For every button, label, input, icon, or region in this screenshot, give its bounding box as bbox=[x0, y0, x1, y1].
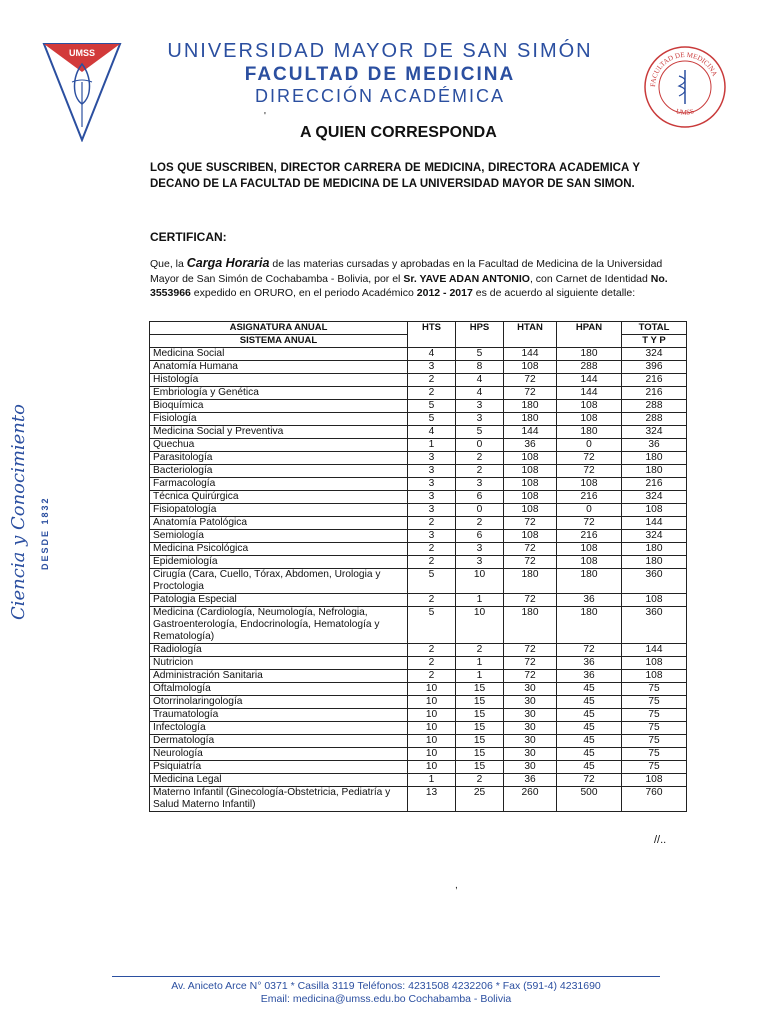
htan-cell: 260 bbox=[504, 787, 557, 812]
document-title: A QUIEN CORRESPONDA bbox=[300, 124, 497, 141]
table-row bbox=[150, 556, 687, 569]
total-cell: 216 bbox=[622, 387, 687, 400]
svg-text:UMSS: UMSS bbox=[68, 48, 96, 58]
hpan-cell: 144 bbox=[557, 374, 622, 387]
id-number: No. 3553966 bbox=[150, 272, 668, 299]
htan-cell: 72 bbox=[504, 543, 557, 556]
total-cell: 324 bbox=[622, 426, 687, 439]
hpan-cell: 36 bbox=[557, 670, 622, 683]
total-cell: 108 bbox=[622, 504, 687, 517]
subject-cell: Traumatología bbox=[150, 709, 408, 722]
htan-cell: 72 bbox=[504, 670, 557, 683]
hts-cell: 3 bbox=[408, 491, 456, 504]
subject-cell: Infectología bbox=[150, 722, 408, 735]
htan-cell: 180 bbox=[504, 400, 557, 413]
header-hps: HPS bbox=[456, 322, 504, 348]
hts-cell: 5 bbox=[408, 569, 456, 594]
hts-cell: 1 bbox=[408, 439, 456, 452]
para-text: , con Carnet de Identidad bbox=[529, 272, 651, 285]
table-row bbox=[150, 761, 687, 774]
total-cell: 75 bbox=[622, 683, 687, 696]
umss-logo bbox=[42, 42, 122, 142]
htan-cell: 108 bbox=[504, 530, 557, 543]
hts-cell: 3 bbox=[408, 465, 456, 478]
subject-cell: Técnica Quirúrgica bbox=[150, 491, 408, 504]
htan-cell: 36 bbox=[504, 774, 557, 787]
hpan-cell: 72 bbox=[557, 517, 622, 530]
table-row bbox=[150, 504, 687, 517]
hts-cell: 2 bbox=[408, 556, 456, 569]
hts-cell: 5 bbox=[408, 413, 456, 426]
hpan-cell: 180 bbox=[557, 569, 622, 594]
total-cell: 180 bbox=[622, 452, 687, 465]
subject-cell: Medicina Psicológica bbox=[150, 543, 408, 556]
hps-cell: 5 bbox=[456, 348, 504, 361]
hps-cell: 3 bbox=[456, 543, 504, 556]
hts-cell: 3 bbox=[408, 478, 456, 491]
hts-cell: 2 bbox=[408, 594, 456, 607]
table-header-row bbox=[150, 322, 687, 335]
stray-mark: , bbox=[455, 880, 458, 891]
htan-cell: 36 bbox=[504, 439, 557, 452]
total-cell: 360 bbox=[622, 607, 687, 644]
hps-cell: 0 bbox=[456, 439, 504, 452]
table-row bbox=[150, 530, 687, 543]
htan-cell: 180 bbox=[504, 569, 557, 594]
table-row bbox=[150, 348, 687, 361]
hts-cell: 4 bbox=[408, 348, 456, 361]
table-row bbox=[150, 374, 687, 387]
hpan-cell: 45 bbox=[557, 761, 622, 774]
subject-cell: Fisiología bbox=[150, 413, 408, 426]
table-row bbox=[150, 387, 687, 400]
hpan-cell: 72 bbox=[557, 465, 622, 478]
table-row bbox=[150, 787, 687, 812]
hps-cell: 3 bbox=[456, 556, 504, 569]
table-row bbox=[150, 748, 687, 761]
hts-cell: 10 bbox=[408, 696, 456, 709]
htan-cell: 108 bbox=[504, 491, 557, 504]
header-total: TOTAL bbox=[622, 322, 687, 335]
table-row bbox=[150, 683, 687, 696]
total-cell: 288 bbox=[622, 413, 687, 426]
hts-cell: 4 bbox=[408, 426, 456, 439]
hps-cell: 3 bbox=[456, 400, 504, 413]
hts-cell: 13 bbox=[408, 787, 456, 812]
hps-cell: 6 bbox=[456, 491, 504, 504]
subject-cell: Semiología bbox=[150, 530, 408, 543]
header-hts: HTS bbox=[408, 322, 456, 348]
hts-cell: 2 bbox=[408, 670, 456, 683]
hpan-cell: 180 bbox=[557, 607, 622, 644]
hts-cell: 3 bbox=[408, 452, 456, 465]
subject-cell: Quechua bbox=[150, 439, 408, 452]
hts-cell: 10 bbox=[408, 735, 456, 748]
hts-cell: 2 bbox=[408, 543, 456, 556]
hpan-cell: 500 bbox=[557, 787, 622, 812]
subject-cell: Dermatología bbox=[150, 735, 408, 748]
total-cell: 108 bbox=[622, 594, 687, 607]
faculty-seal bbox=[642, 44, 728, 130]
department-name: DIRECCIÓN ACADÉMICA bbox=[254, 86, 506, 106]
htan-cell: 72 bbox=[504, 387, 557, 400]
subject-cell: Nutricion bbox=[150, 657, 408, 670]
hps-cell: 6 bbox=[456, 530, 504, 543]
hps-cell: 3 bbox=[456, 413, 504, 426]
htan-cell: 180 bbox=[504, 413, 557, 426]
hps-cell: 15 bbox=[456, 709, 504, 722]
htan-cell: 72 bbox=[504, 556, 557, 569]
hpan-cell: 180 bbox=[557, 426, 622, 439]
hts-cell: 2 bbox=[408, 644, 456, 657]
footer-email: Email: medicina@umss.edu.bo Cochabamba - Bolivia bbox=[260, 993, 512, 1005]
table-row bbox=[150, 607, 687, 644]
hps-cell: 1 bbox=[456, 594, 504, 607]
header-hpan: HPAN bbox=[557, 322, 622, 348]
table-row bbox=[150, 452, 687, 465]
total-cell: 144 bbox=[622, 644, 687, 657]
total-cell: 180 bbox=[622, 465, 687, 478]
hps-cell: 25 bbox=[456, 787, 504, 812]
table-row bbox=[150, 774, 687, 787]
htan-cell: 30 bbox=[504, 748, 557, 761]
hpan-cell: 45 bbox=[557, 748, 622, 761]
hps-cell: 15 bbox=[456, 683, 504, 696]
para-text: Que, la bbox=[150, 258, 187, 270]
htan-cell: 108 bbox=[504, 504, 557, 517]
subject-cell: Histología bbox=[150, 374, 408, 387]
motto-date: DESDE 1832 bbox=[40, 496, 50, 570]
subject-cell: Bacteriología bbox=[150, 465, 408, 478]
hpan-cell: 72 bbox=[557, 644, 622, 657]
hps-cell: 15 bbox=[456, 735, 504, 748]
table-row bbox=[150, 657, 687, 670]
hts-cell: 3 bbox=[408, 530, 456, 543]
subject-cell: Farmacología bbox=[150, 478, 408, 491]
htan-cell: 30 bbox=[504, 722, 557, 735]
htan-cell: 180 bbox=[504, 607, 557, 644]
hts-cell: 10 bbox=[408, 683, 456, 696]
hts-cell: 10 bbox=[408, 722, 456, 735]
hts-cell: 2 bbox=[408, 387, 456, 400]
table-row bbox=[150, 644, 687, 657]
hps-cell: 2 bbox=[456, 517, 504, 530]
htan-cell: 108 bbox=[504, 478, 557, 491]
subject-cell: Psiquiatría bbox=[150, 761, 408, 774]
htan-cell: 30 bbox=[504, 735, 557, 748]
total-cell: 396 bbox=[622, 361, 687, 374]
htan-cell: 30 bbox=[504, 683, 557, 696]
hpan-cell: 45 bbox=[557, 683, 622, 696]
total-cell: 75 bbox=[622, 735, 687, 748]
header-subject: ASIGNATURA ANUAL bbox=[150, 322, 408, 335]
hps-cell: 2 bbox=[456, 774, 504, 787]
total-cell: 108 bbox=[622, 657, 687, 670]
total-cell: 75 bbox=[622, 696, 687, 709]
total-cell: 216 bbox=[622, 478, 687, 491]
hps-cell: 3 bbox=[456, 478, 504, 491]
hps-cell: 4 bbox=[456, 387, 504, 400]
htan-cell: 72 bbox=[504, 594, 557, 607]
hpan-cell: 108 bbox=[557, 478, 622, 491]
htan-cell: 30 bbox=[504, 696, 557, 709]
subject-cell: Neurología bbox=[150, 748, 408, 761]
hpan-cell: 0 bbox=[557, 504, 622, 517]
table-row bbox=[150, 491, 687, 504]
subject-cell: Medicina Social y Preventiva bbox=[150, 426, 408, 439]
table-row bbox=[150, 709, 687, 722]
hpan-cell: 216 bbox=[557, 491, 622, 504]
hpan-cell: 144 bbox=[557, 387, 622, 400]
intro-paragraph: LOS QUE SUSCRIBEN, DIRECTOR CARRERA DE MEDICINA, DIRECTORA ACADEMICA Y DECANO DE LA FACULTAD DE MEDICINA DE LA UNIVERSIDAD MAYOR DE SAN SIMON. bbox=[150, 162, 640, 190]
hps-cell: 2 bbox=[456, 465, 504, 478]
continuation-mark: //.. bbox=[654, 834, 667, 846]
hpan-cell: 180 bbox=[557, 348, 622, 361]
total-cell: 180 bbox=[622, 543, 687, 556]
hts-cell: 10 bbox=[408, 761, 456, 774]
subject-cell: Administración Sanitaria bbox=[150, 670, 408, 683]
hps-cell: 10 bbox=[456, 607, 504, 644]
hts-cell: 10 bbox=[408, 709, 456, 722]
stray-mark: ' bbox=[264, 111, 266, 122]
subject-cell: Oftalmología bbox=[150, 683, 408, 696]
para-text: expedido en ORURO, en el periodo Académico bbox=[190, 287, 417, 299]
hpan-cell: 0 bbox=[557, 439, 622, 452]
hps-cell: 2 bbox=[456, 644, 504, 657]
table-row bbox=[150, 361, 687, 374]
table-row bbox=[150, 400, 687, 413]
total-cell: 75 bbox=[622, 761, 687, 774]
subject-cell: Embriología y Genética bbox=[150, 387, 408, 400]
hps-cell: 15 bbox=[456, 696, 504, 709]
hps-cell: 15 bbox=[456, 761, 504, 774]
subject-cell: Cirugía (Cara, Cuello, Tórax, Abdomen, Urologia y Proctologia bbox=[150, 569, 408, 594]
subject-cell: Parasitología bbox=[150, 452, 408, 465]
subject-cell: Medicina Social bbox=[150, 348, 408, 361]
hpan-cell: 108 bbox=[557, 543, 622, 556]
subject-cell: Materno Infantil (Ginecología-Obstetricia, Pediatría y Salud Materno Infantil) bbox=[150, 787, 408, 812]
subjects-table bbox=[149, 321, 687, 812]
table-row bbox=[150, 722, 687, 735]
subject-cell: Bioquímica bbox=[150, 400, 408, 413]
htan-cell: 144 bbox=[504, 426, 557, 439]
total-cell: 216 bbox=[622, 374, 687, 387]
academic-period: 2012 - 2017 bbox=[416, 287, 473, 299]
total-cell: 75 bbox=[622, 709, 687, 722]
table-row bbox=[150, 413, 687, 426]
subject-cell: Medicina Legal bbox=[150, 774, 408, 787]
hps-cell: 15 bbox=[456, 722, 504, 735]
htan-cell: 30 bbox=[504, 709, 557, 722]
hps-cell: 10 bbox=[456, 569, 504, 594]
certification-paragraph bbox=[150, 256, 670, 301]
hts-cell: 2 bbox=[408, 657, 456, 670]
table-row bbox=[150, 569, 687, 594]
htan-cell: 108 bbox=[504, 452, 557, 465]
hps-cell: 5 bbox=[456, 426, 504, 439]
total-cell: 180 bbox=[622, 556, 687, 569]
hps-cell: 4 bbox=[456, 374, 504, 387]
svg-text:FACULTAD DE MEDICINA: FACULTAD DE MEDICINA bbox=[648, 50, 719, 88]
total-cell: 108 bbox=[622, 670, 687, 683]
hts-cell: 3 bbox=[408, 504, 456, 517]
subject-cell: Patologia Especial bbox=[150, 594, 408, 607]
hts-cell: 2 bbox=[408, 374, 456, 387]
header-system: SISTEMA ANUAL bbox=[150, 335, 408, 348]
hpan-cell: 45 bbox=[557, 709, 622, 722]
htan-cell: 72 bbox=[504, 374, 557, 387]
footer-address: Av. Aniceto Arce N° 0371 * Casilla 3119 Teléfonos: 4231508 4232206 * Fax (591-4) 4231690 bbox=[171, 980, 601, 992]
faculty-name: FACULTAD DE MEDICINA bbox=[244, 64, 516, 85]
hps-cell: 15 bbox=[456, 748, 504, 761]
htan-cell: 144 bbox=[504, 348, 557, 361]
svg-text:UMSS: UMSS bbox=[675, 107, 695, 117]
htan-cell: 72 bbox=[504, 517, 557, 530]
para-text: de las materias cursadas y aprobadas en la Facultad de Medicina de la Universidad Mayor de San Simón de Cochabamba - Bolivia, por el bbox=[150, 258, 663, 285]
hpan-cell: 72 bbox=[557, 774, 622, 787]
side-motto bbox=[8, 300, 50, 620]
hpan-cell: 36 bbox=[557, 594, 622, 607]
hps-cell: 0 bbox=[456, 504, 504, 517]
hts-cell: 3 bbox=[408, 361, 456, 374]
hpan-cell: 72 bbox=[557, 452, 622, 465]
table-row bbox=[150, 426, 687, 439]
subject-cell: Radiología bbox=[150, 644, 408, 657]
motto-script: Ciencia y Conocimiento bbox=[8, 404, 29, 620]
carga-horaria: Carga Horaria bbox=[186, 256, 270, 270]
hpan-cell: 36 bbox=[557, 657, 622, 670]
table-row bbox=[150, 543, 687, 556]
total-cell: 360 bbox=[622, 569, 687, 594]
hpan-cell: 216 bbox=[557, 530, 622, 543]
total-cell: 324 bbox=[622, 348, 687, 361]
hts-cell: 1 bbox=[408, 774, 456, 787]
subject-cell: Medicina (Cardiología, Neumología, Nefrologia, Gastroenterología, Endocrinología, Hematología y Rematología) bbox=[150, 607, 408, 644]
hts-cell: 5 bbox=[408, 400, 456, 413]
hpan-cell: 45 bbox=[557, 722, 622, 735]
total-cell: 36 bbox=[622, 439, 687, 452]
hps-cell: 1 bbox=[456, 657, 504, 670]
hpan-cell: 108 bbox=[557, 556, 622, 569]
table-row bbox=[150, 439, 687, 452]
hts-cell: 10 bbox=[408, 748, 456, 761]
htan-cell: 30 bbox=[504, 761, 557, 774]
total-cell: 288 bbox=[622, 400, 687, 413]
certify-heading: CERTIFICAN: bbox=[150, 230, 227, 244]
table-row bbox=[150, 670, 687, 683]
subject-cell: Anatomía Humana bbox=[150, 361, 408, 374]
table-row bbox=[150, 696, 687, 709]
subject-cell: Fisiopatología bbox=[150, 504, 408, 517]
total-cell: 108 bbox=[622, 774, 687, 787]
student-name: Sr. YAVE ADAN ANTONIO bbox=[403, 272, 530, 285]
table-row bbox=[150, 594, 687, 607]
table-row bbox=[150, 478, 687, 491]
total-cell: 324 bbox=[622, 491, 687, 504]
total-cell: 144 bbox=[622, 517, 687, 530]
header-htan: HTAN bbox=[504, 322, 557, 348]
hpan-cell: 45 bbox=[557, 696, 622, 709]
subject-cell: Epidemiología bbox=[150, 556, 408, 569]
total-cell: 75 bbox=[622, 722, 687, 735]
para-text: es de acuerdo al siguiente detalle: bbox=[472, 287, 636, 299]
table-row bbox=[150, 735, 687, 748]
table-row bbox=[150, 465, 687, 478]
hps-cell: 2 bbox=[456, 452, 504, 465]
hts-cell: 2 bbox=[408, 517, 456, 530]
hps-cell: 1 bbox=[456, 670, 504, 683]
hpan-cell: 108 bbox=[557, 400, 622, 413]
hpan-cell: 108 bbox=[557, 413, 622, 426]
header-typ: T Y P bbox=[622, 335, 687, 348]
footer-rule bbox=[112, 976, 660, 977]
hps-cell: 8 bbox=[456, 361, 504, 374]
htan-cell: 72 bbox=[504, 657, 557, 670]
hpan-cell: 288 bbox=[557, 361, 622, 374]
total-cell: 75 bbox=[622, 748, 687, 761]
hts-cell: 5 bbox=[408, 607, 456, 644]
htan-cell: 108 bbox=[504, 361, 557, 374]
htan-cell: 108 bbox=[504, 465, 557, 478]
subject-cell: Anatomía Patológica bbox=[150, 517, 408, 530]
total-cell: 760 bbox=[622, 787, 687, 812]
table-row bbox=[150, 517, 687, 530]
university-name: UNIVERSIDAD MAYOR DE SAN SIMÓN bbox=[167, 40, 593, 62]
total-cell: 324 bbox=[622, 530, 687, 543]
subject-cell: Otorrinolaringología bbox=[150, 696, 408, 709]
hpan-cell: 45 bbox=[557, 735, 622, 748]
htan-cell: 72 bbox=[504, 644, 557, 657]
